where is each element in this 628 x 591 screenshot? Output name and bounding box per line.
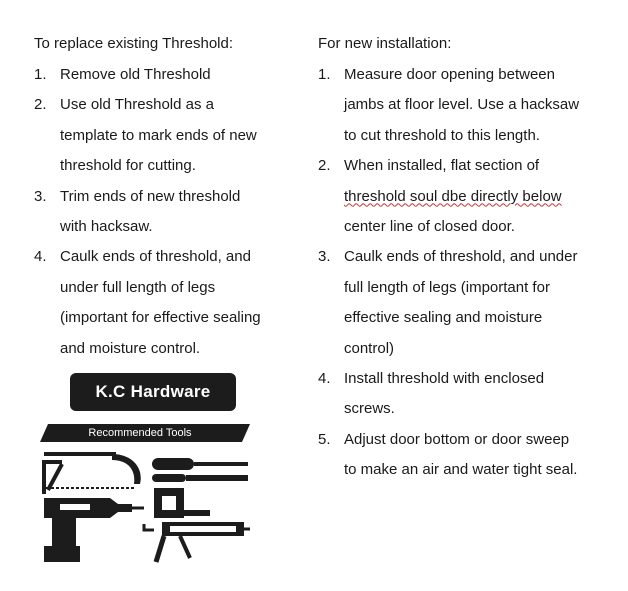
replace-instructions	[34, 30, 304, 364]
replace-steps	[34, 60, 304, 364]
list-item: 3. Caulk ends of threshold, and under full length of legs (important for effective sealing and moisture control)	[318, 248, 578, 357]
screwdriver-icon	[152, 458, 248, 470]
installation-heading: For new installation:	[318, 35, 452, 52]
list-item: 2. When installed, flat section of threshold soul dbe directly below center line of closed door.	[318, 157, 562, 236]
square-icon	[154, 488, 210, 518]
recommended-tools-label: Recommended Tools	[88, 427, 192, 439]
installation-instructions	[318, 30, 618, 486]
list-item: 4. Caulk ends of threshold, and under full length of legs (important for effective sealing and moisture control.	[34, 248, 261, 357]
list-item: 1. Measure door opening between jambs at floor level. Use a hacksaw to cut threshold to this length.	[318, 66, 580, 144]
list-item: 5. Adjust door bottom or door sweep to make an air and water tight seal.	[318, 430, 578, 479]
tools-illustration	[40, 450, 250, 570]
list-item: 4. Install threshold with enclosed screws.	[318, 370, 545, 418]
hacksaw-icon	[42, 452, 141, 494]
list-item: 3. Trim ends of new threshold with hacksaw.	[34, 187, 241, 236]
drill-icon	[44, 498, 144, 562]
putty-knife-icon	[152, 474, 248, 482]
installation-steps	[318, 60, 618, 486]
list-item: 2. Use old Threshold as a template to mark ends of new threshold for cutting.	[34, 96, 257, 175]
replace-heading: To replace existing Threshold:	[34, 35, 233, 52]
brand-logo: K.C Hardware	[70, 373, 236, 411]
caulk-gun-icon	[144, 522, 250, 562]
list-item: 1. Remove old Threshold	[34, 66, 211, 83]
